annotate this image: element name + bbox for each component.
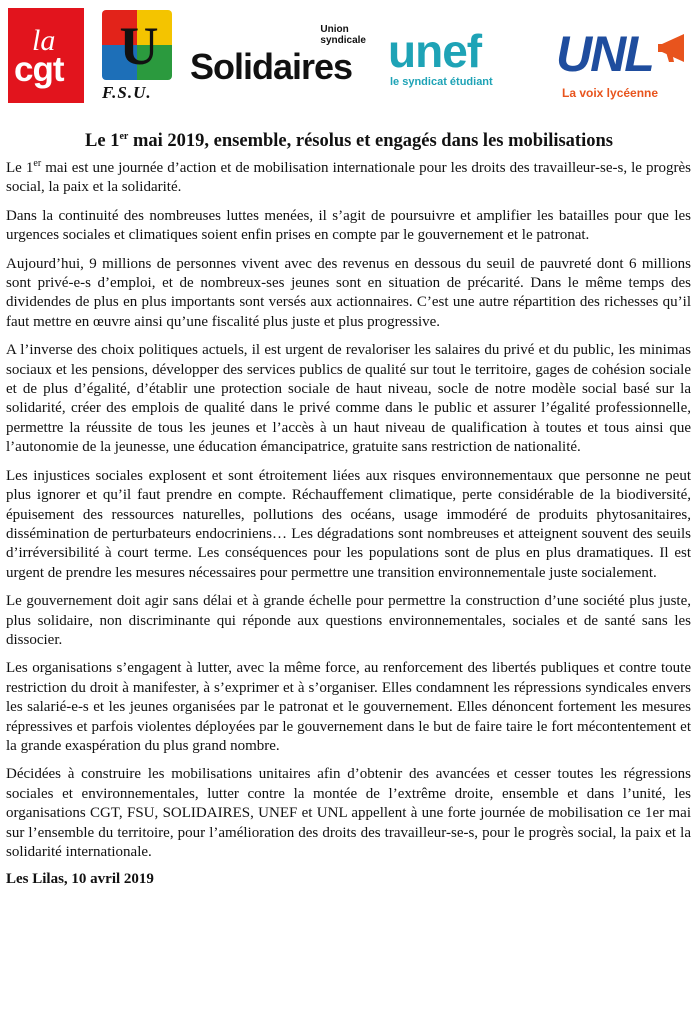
body-paragraph: Le gouvernement doit agir sans délai et à grande échelle pour permettre la construction d’une société plus juste, plus solidaire, non discriminante qui réponde aux questions environnementales, sociales et de santé sans les dissocier.	[6, 593, 691, 648]
unef-logo-name: unef	[388, 25, 482, 77]
solidaires-union-text: Union syndicale	[320, 24, 366, 46]
body-paragraph: Les injustices sociales explosent et sont étroitement liées aux risques environnementaux que personne ne peut plus ignorer et qu’il faut prendre en compte. Réchauffement climatique, perte considérable de la biodiversité, épuisement des ressources naturelles, pollutions des océans, usage immodéré de produits phytosanitaires, dissémination de perturbateurs endocriniens… Les dégradations sont nombreuses et atteignent souvent des seuils d’irréversibilité à court terme. Les conséquences pour les populations sont de plus en plus dramatiques. Il est urgent de prendre les mesures nécessaires pour permettre une transition environnementale juste socialement.	[6, 467, 691, 581]
fsu-logo-label: F.S.U.	[102, 83, 152, 102]
cgt-logo	[8, 8, 84, 103]
unl-logo	[556, 26, 696, 106]
body-paragraph: Aujourd’hui, 9 millions de personnes vivent avec des revenus en dessous du seuil de pauvreté dont 6 millions sont privé-e-s d’emploi, et de nombreux-ses jeunes sont en situation de précarité. Dans le même temps des dividendes de plus en plus importants sont versés aux actionnaires. C’est une autre répartition des richesses qu’il faut mettre en œuvre ainsi qu’une fiscalité plus juste et plus progressive.	[6, 255, 691, 330]
body-paragraph: A l’inverse des choix politiques actuels, il est urgent de revaloriser les salaires du privé et du public, les minimas sociaux et les pensions, développer des services publics de qualité sur tout le territoire, gages de cohésion sociale et de plus d’égalité, d’établir une protection sociale de haut niveau, socle de notre modèle social basé sur la solidarité, créer des emplois de qualité dans le privé comme dans le public et assurer l’égalité professionnelle, permettre la réussite de tous les jeunes et l’accès à un haut niveau de qualification à toutes et tous ainsi que l’autonomie de la jeunesse, une éducation émancipatrice, gratuite sans restriction de nationalité.	[6, 342, 691, 456]
body-paragraph: Les organisations s’engagent à lutter, avec la même force, au renforcement des libertés publiques et contre toute restriction du droit à manifester, à s’exprimer et à s’organiser. Elles condamnent les répressions syndicales envers les salarié-e-s et les jeunes organisées par le patronat et le gouvernement. Elles dénoncent fortement les mesures répressives et parfois violentes déployées par le gouvernement dans le but de faire taire le fort mécontentement et la grande exaspération du plus grand nombre.	[6, 660, 691, 754]
document-title: Le 1er mai 2019, ensemble, résolus et engagés dans les mobilisations	[85, 130, 613, 151]
solidaires-logo	[190, 26, 370, 96]
cgt-logo-small-text: la	[32, 24, 56, 57]
unl-logo-name: UNL	[556, 26, 653, 82]
logo-banner	[0, 0, 698, 120]
signature-line: Les Lilas, 10 avril 2019	[6, 871, 154, 888]
unef-logo-tagline: le syndicat étudiant	[390, 76, 493, 88]
fsu-logo	[96, 8, 180, 106]
body-paragraph: Dans la continuité des nombreuses luttes menées, il s’agit de poursuivre et amplifier les batailles pour que les urgences sociales et climatiques soient enfin prises en compte par le gouvernement et le patronat.	[6, 207, 691, 244]
unl-logo-tagline: La voix lycéenne	[562, 86, 659, 100]
megaphone-icon	[658, 32, 698, 64]
document-body	[0, 159, 698, 888]
unef-logo	[388, 26, 548, 96]
intro-paragraph: Le 1er mai est une journée d’action et de mobilisation internationale pour les droits des travailleur-se-s, le progrès social, la paix et la solidarité.	[6, 158, 692, 196]
fsu-logo-letter: U	[119, 16, 159, 76]
cgt-logo-name: cgt	[14, 50, 64, 89]
solidaires-logo-name: Solidaires	[190, 46, 353, 87]
body-paragraph: Décidées à construire les mobilisations unitaires afin d’obtenir des avancées et cesser toutes les régressions sociales et environnementales, lutter contre la montée de l’extrême droite, ensemble et dans l’unité, les organisations CGT, FSU, SOLIDAIRES, UNEF et UNL appellent à une forte journée de mobilisation ce 1er mai sur l’ensemble du territoire, pour l’amélioration des droits des travailleur-se-s, pour le progrès social, la paix et la solidarité internationale.	[6, 766, 691, 860]
